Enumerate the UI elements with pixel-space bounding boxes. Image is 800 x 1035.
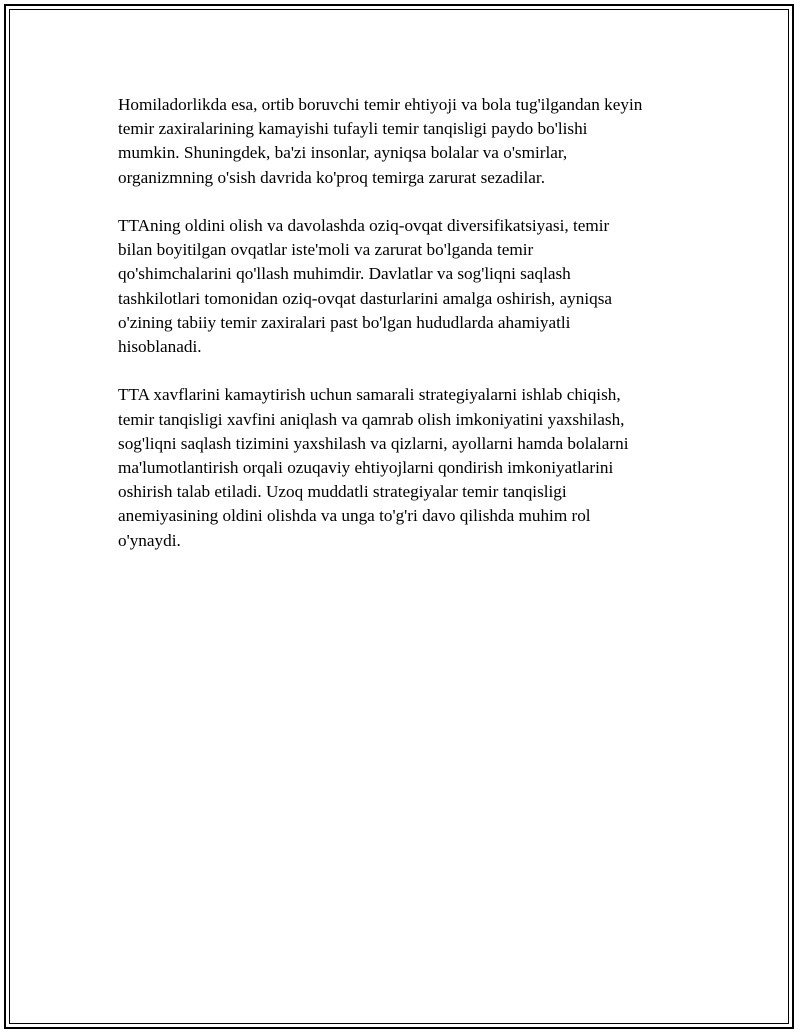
document-body [118, 93, 698, 577]
paragraph-3: TTA xavflarini kamaytirish uchun samarali strategiyalarni ishlab chiqish, temir tanqisligi xavfini aniqlash va qamrab olish imkoniyatini yaxshilash, sog'liqni saqlash tizimini yaxshilash va qizlarni, ayollarni hamda bolalarni ma'lumotlantirish orqali ozuqaviy ehtiyojlarni qondirish imkoniyatlarini oshirish talab etiladi. Uzoq muddatli strategiyalar temir tanqisligi anemiyasining oldini olishda va unga to'g'ri davo qilishda muhim rol o'ynaydi. [118, 385, 629, 550]
paragraph-1: Homiladorlikda esa, ortib boruvchi temir ehtiyoji va bola tug'ilgandan keyin temir zaxiralarining kamayishi tufayli temir tanqisligi paydo bo'lishi mumkin. Shuningdek, ba'zi insonlar, ayniqsa bolalar va o'smirlar, organizmning o'sish davrida ko'proq temirga zarurat sezadilar. [118, 95, 643, 187]
paragraph-2: TTAning oldini olish va davolashda oziq-ovqat diversifikatsiyasi, temir bilan boyitilgan ovqatlar iste'moli va zarurat bo'lganda temir qo'shimchalarini qo'llash muhimdir. Davlatlar va sog'liqni saqlash tashkilotlari tomonidan oziq-ovqat dasturlarini amalga oshirish, ayniqsa o'zining tabiiy temir zaxiralari past bo'lgan hududlarda ahamiyatli hisoblanadi. [118, 216, 613, 357]
